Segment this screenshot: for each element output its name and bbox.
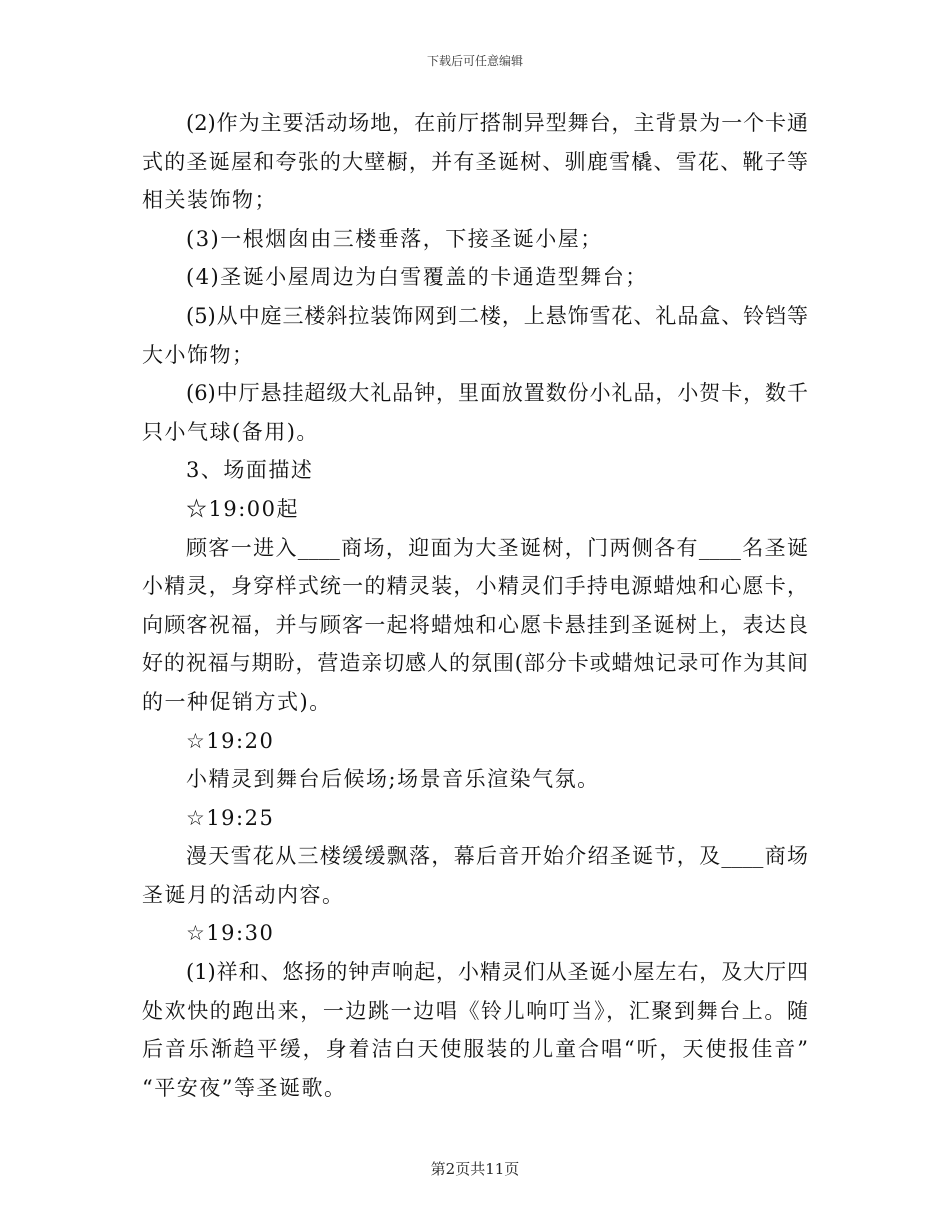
text-line: (1)祥和、悠扬的钟声响起，小精灵们从圣诞小屋左右，及大厅四: [186, 960, 808, 985]
text-line: 的一种促销方式)。: [142, 689, 332, 714]
section-heading: 3、场面描述: [186, 458, 314, 483]
text-line: 只小气球(备用)。: [142, 419, 319, 444]
time-marker: ☆19:30: [186, 921, 275, 946]
text-line: 顾客一进入____商场，迎面为大圣诞树，门两侧各有____名圣诞: [186, 535, 808, 560]
time-marker: ☆19:20: [186, 728, 275, 753]
text-line: 处欢快的跑出来，一边跳一边唱《铃儿响叮当》，汇聚到舞台上。随: [142, 998, 808, 1023]
time-marker: ☆19:00起: [186, 496, 300, 521]
page-number: 第2页共11页: [430, 1160, 520, 1178]
time-marker: ☆19:25: [186, 805, 275, 830]
text-line: 相关装饰物；: [142, 188, 277, 213]
text-line: 向顾客祝福，并与顾客一起将蜡烛和心愿卡悬挂到圣诞树上，表达良: [142, 612, 808, 637]
text-line: (2)作为主要活动场地，在前厅搭制异型舞台，主背景为一个卡通: [186, 111, 808, 135]
text-line: 小精灵到舞台后候场;场景音乐渲染气氛。: [186, 767, 600, 792]
text-line: 后音乐渐趋平缓，身着洁白天使服装的儿童合唱“听，天使报佳音”: [142, 1037, 808, 1062]
text-line: (4)圣诞小屋周边为白雪覆盖的卡通造型舞台；: [186, 265, 648, 290]
text-line: (3)一根烟囱由三楼垂落，下接圣诞小屋；: [186, 226, 603, 251]
text-line: 好的祝福与期盼，营造亲切感人的氛围(部分卡或蜡烛记录可作为其间: [142, 651, 808, 676]
text-line: 圣诞月的活动内容。: [142, 882, 345, 907]
page-header-note: 下载后可任意编辑: [426, 54, 523, 68]
text-line: (6)中厅悬挂超级大礼品钟，里面放置数份小礼品，小贺卡，数千: [186, 381, 808, 406]
text-line: (5)从中庭三楼斜拉装饰网到二楼，上悬饰雪花、礼品盒、铃铛等: [186, 303, 808, 328]
document-body: [142, 104, 808, 1107]
text-line: 小精灵，身穿样式统一的精灵装，小精灵们手持电源蜡烛和心愿卡，: [142, 574, 808, 599]
text-line: 漫天雪花从三楼缓缓飘落，幕后音开始介绍圣诞节，及____商场: [186, 844, 808, 869]
text-line: 式的圣诞屋和夸张的大壁橱，并有圣诞树、驯鹿雪橇、雪花、靴子等: [142, 149, 808, 174]
text-line: 大小饰物；: [142, 342, 255, 367]
text-line: “平安夜”等圣诞歌。: [142, 1075, 347, 1100]
